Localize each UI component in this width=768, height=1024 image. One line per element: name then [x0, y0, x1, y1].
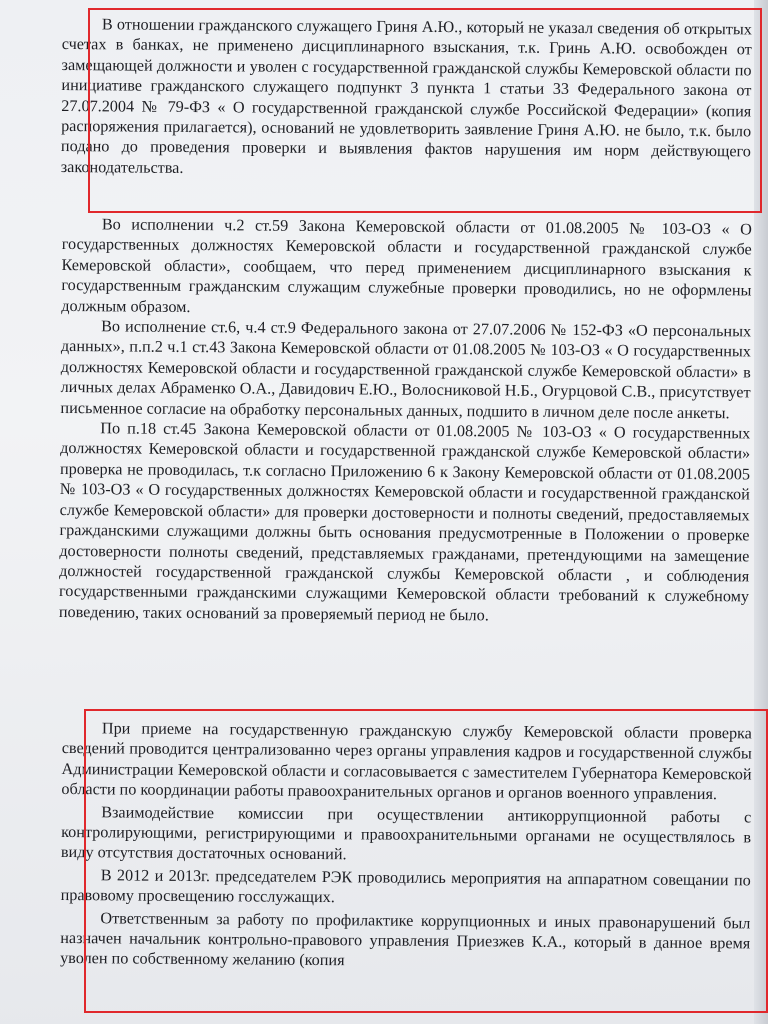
page-edge-shadow — [754, 0, 768, 1024]
body-section-middle — [59, 214, 752, 628]
highlighted-section-top — [61, 14, 752, 183]
paragraph-commission-interaction: Взаимодействие комиссии при осуществлении антикоррупционной работы с контролирующими, регистрирующими и правоохранительными органами не осуществлялось в виду отсутствия достаточных оснований. — [60, 802, 752, 864]
paragraph-verification: По п.18 ст.45 Закона Кемеровской области от 01.08.2005 № 103-ОЗ « О государственных должностях Кемеровской области и государственной гражданской службе Кемеровской области» проверка не проводилась, т.к согласно Приложению 6 к Закону Кемеровской области от 01.08.2005 № 103-ОЗ « О государственных должностях Кемеровской области и государственной гражданской службе Кемеровской области» для проверки достоверности и полноты сведений, предоставляемых гражданскими служащими должны быть основания предусмотренные в Положении о проверке достоверности полноты сведений, представляемых гражданами, претендующими на замещение должностей государственной гражданской службы Кемеровской области , и соблюдения государственными гражданскими служащими Кемеровской области требований к служебному поведению, таких оснований за проверяемый период не было. — [58, 419, 751, 625]
paragraph-hiring-checks: При приеме на государственную гражданскую службу Кемеровской области проверка сведений проводится централизованно через органы управления кадров и государственной службы Администрации Кемеровской области и согласовывается с заместителем Губернатора Кемеровской области по координации работы правоохранительных органов и органов военного управления. — [61, 719, 752, 804]
paragraph-grin-dismissal: В отношении гражданского служащего Гриня А.Ю., который не указал сведения об открытых счетах в банках, не применено дисциплинарного взыскания, т.к. Гринь А.Ю. освобожден от замещающей должности и уволен с государственной гражданской службы Кемеровской области по инициативе гражданского служащего подпункт 3 пункта 1 статьи 33 Федерального закона от 27.07.2004 № 79-ФЗ « О государственной гражданской службе Российской Федерации» (копия распоряжения прилагается), оснований не удовлетворить заявление Гриня А.Ю. не было, т.к. было подано до проведения проверки и выявления фактов нарушения им норм действующего законодательства. — [60, 15, 752, 177]
highlighted-section-bottom — [60, 718, 752, 976]
paragraph-personal-data: Во исполнение ст.6, ч.4 ст.9 Федерального закона от 27.07.2006 № 152-ФЗ «О персональных данных», п.п.2 ч.1 ст.43 Закона Кемеровской области от 01.08.2005 № 103-ОЗ « О государственных должностях Кемеровской области и государственной гражданской службе Кемеровской области» в личных делах Абраменко О.А., Давидович Е.Ю., Волосниковой Н.Б., Огурцовой С.В., присутствует письменное согласие на обработку персональных данных, подшито в личном деле после анкеты. — [60, 317, 752, 422]
paragraph-responsible-person: Ответственным за работу по профилактике коррупционных и иных правонарушений был назначен начальник контрольно-правового управления Приезжев К.А., который в данное время уволен по собственному желанию (копия — [60, 908, 751, 970]
paragraph-disciplinary-checks: Во исполнении ч.2 ст.59 Закона Кемеровской области от 01.08.2005 № 103-ОЗ « О государственных должностях Кемеровской области и государственной гражданской службе Кемеровской области», сообщаем, что перед применением дисциплинарного взыскания к государственным гражданским служащим служебные проверки проводились, но не оформлены должным образом. — [61, 215, 752, 316]
paragraph-legal-education: В 2012 и 2013г. председателем РЭК проводились мероприятия на аппаратном совещании по правовому просвещению госслужащих. — [60, 866, 751, 907]
